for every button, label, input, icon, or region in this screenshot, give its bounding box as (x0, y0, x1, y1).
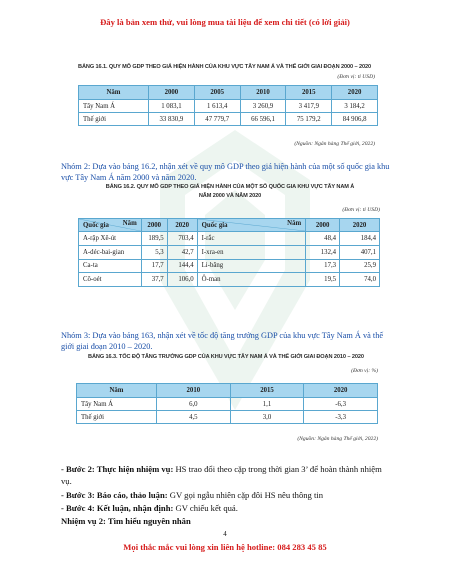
task-group-3: Nhóm 3: Dựa vào bảng 163, nhận xét về tốc độ tăng trưởng GDP của khu vực Tây Nam Á và thế giới giai đoạn 2010 – 2020. (61, 331, 384, 351)
table-cell: Ca-ta (79, 259, 142, 273)
table-cell: 3 260,9 (240, 100, 286, 113)
table-cell: 1 613,4 (194, 100, 240, 113)
table-cell: -3,3 (304, 411, 378, 424)
table-cell: 189,5 (141, 232, 167, 246)
gdp-region-table (78, 85, 378, 126)
table-cell: 42,7 (167, 245, 197, 259)
table1-source: (Nguồn: Ngân hàng Thế giới, 2022) (294, 141, 375, 147)
table1-unit: (Đơn vị: tỉ USD) (337, 74, 375, 80)
table-cell: 184,4 (340, 232, 380, 246)
table-cell: 66 596,1 (240, 113, 286, 126)
table-cell: 6,0 (157, 398, 231, 411)
table-header-cell: 2020 (167, 219, 197, 232)
table-cell: 25,9 (340, 259, 380, 273)
table2-unit: (Đơn vị: tỉ USD) (342, 207, 380, 213)
table-header-cell: 2020 (340, 219, 380, 232)
corner-country-label: Quốc gia (83, 222, 109, 229)
table-cell: -6,3 (304, 398, 378, 411)
table-cell: 37,7 (141, 273, 167, 287)
corner-year-label: Năm (122, 220, 137, 227)
table-cell: 74,0 (340, 273, 380, 287)
table-corner-cell (79, 219, 142, 232)
table1-caption: BẢNG 16.1. QUY MÔ GDP THEO GIÁ HIỆN HÀNH CỦA KHU VỰC TÂY NAM Á VÀ THẾ GIỚI GIAI ĐOẠN 2000 – 2020 (78, 64, 372, 70)
table-row (79, 100, 378, 113)
table2-caption: BẢNG 16.2. QUY MÔ GDP THEO GIÁ HIỆN HÀNH CỦA MỘT SỐ QUỐC GIA KHU VỰC TÂY NAM Á (105, 184, 355, 190)
table-cell: 75 179,2 (286, 113, 332, 126)
table-row (79, 273, 380, 287)
table-cell: 1,1 (230, 398, 304, 411)
table-cell: 106,0 (167, 273, 197, 287)
table-cell: 132,4 (306, 245, 340, 259)
table-cell: 3 417,9 (286, 100, 332, 113)
table3-source: (Nguồn: Ngân hàng Thế giới, 2022) (297, 436, 378, 442)
table-cell: 84 906,8 (332, 113, 378, 126)
step-3-text: GV gọi ngẫu nhiên cặp đôi HS nêu thông tin (167, 490, 324, 500)
table-cell: Li-băng (197, 259, 306, 273)
table-cell: 47 779,7 (194, 113, 240, 126)
table-cell: Tây Nam Á (79, 100, 149, 113)
table-row (79, 113, 378, 126)
table-header-cell: Năm (77, 384, 157, 398)
table-header-row (77, 384, 378, 398)
table-cell: A-rập Xê-út (79, 232, 142, 246)
table-cell: 3 184,2 (332, 100, 378, 113)
step-3-label: - Bước 3: Báo cáo, thảo luận: (61, 490, 168, 500)
table-cell: 3,0 (230, 411, 304, 424)
table-cell: 4,5 (157, 411, 231, 424)
table-cell: 1 083,1 (149, 100, 195, 113)
table2-caption-line2: NĂM 2000 VÀ NĂM 2020 (198, 193, 262, 199)
table-header-row (79, 86, 378, 100)
step-2-text: HS trao đổi theo cặp trong thời gian 3’ để hoàn thành nhiệm vụ. (61, 464, 382, 486)
table-header-cell: 2000 (149, 86, 195, 100)
table3-unit: (Đơn vị: %) (351, 368, 378, 374)
table-row (79, 259, 380, 273)
table-cell: 17,3 (306, 259, 340, 273)
preview-notice: Đây là bản xem thử, vui lòng mua tài liệu để xem chi tiết (có lời giải) (100, 17, 350, 27)
step-4-paragraph (61, 502, 391, 514)
hotline-notice: Mọi thắc mắc vui lòng xin liên hệ hotline: 084 283 45 85 (123, 542, 327, 552)
gdp-growth-table (76, 383, 378, 424)
table-header-cell: 2015 (230, 384, 304, 398)
table3-caption: BẢNG 16.3. TỐC ĐỘ TĂNG TRƯỞNG GDP CỦA KHU VỰC TÂY NAM Á VÀ THẾ GIỚI GIAI ĐOẠN 2010 – 2020 (88, 354, 364, 360)
step-2-paragraph (61, 463, 391, 487)
table-cell: A-déc-bai-gian (79, 245, 142, 259)
table-row (79, 245, 380, 259)
table-header-cell: 2005 (194, 86, 240, 100)
table-row (77, 398, 378, 411)
table-cell: 407,1 (340, 245, 380, 259)
table-cell: Cô-oét (79, 273, 142, 287)
task-2-heading: Nhiệm vụ 2: Tìm hiểu nguyên nhân (61, 516, 191, 526)
table-header-cell: 2010 (240, 86, 286, 100)
table-cell: 48,4 (306, 232, 340, 246)
table-header-cell: 2020 (304, 384, 378, 398)
table-cell: 5,3 (141, 245, 167, 259)
table-cell: Tây Nam Á (77, 398, 157, 411)
gdp-country-table (78, 218, 380, 287)
corner-year-label: Năm (287, 220, 302, 227)
table-row (77, 411, 378, 424)
table-cell: 144,4 (167, 259, 197, 273)
table-cell: I-rắc (197, 232, 306, 246)
table-header-cell: 2000 (141, 219, 167, 232)
table-row (79, 232, 380, 246)
table-corner-cell (197, 219, 306, 232)
table-cell: 19,5 (306, 273, 340, 287)
table-header-cell: 2000 (306, 219, 340, 232)
table-header-cell: 2020 (332, 86, 378, 100)
table-header-cell: Năm (79, 86, 149, 100)
step-2-label: - Bước 2: Thực hiện nhiệm vụ: (61, 464, 174, 474)
table-cell: 33 830,9 (149, 113, 195, 126)
table-header-cell: 2010 (157, 384, 231, 398)
table-cell: Ô-man (197, 273, 306, 287)
table-cell: Thế giới (77, 411, 157, 424)
page-number: 4 (223, 530, 227, 538)
step-4-text: GV chiếu kết quả. (173, 503, 238, 513)
table-cell: 703,4 (167, 232, 197, 246)
task-group-2: Nhóm 2: Dựa vào bảng 16.2, nhận xét về quy mô GDP theo giá hiện hành của một số quốc gia khu vực Tây Nam Á năm 2000 và năm 2020. (61, 162, 390, 182)
step-4-label: - Bước 4: Kết luận, nhận định: (61, 503, 174, 513)
table-header-cell: 2015 (286, 86, 332, 100)
corner-country-label: Quốc gia (201, 222, 228, 229)
step-3-paragraph (61, 489, 391, 501)
table-cell: I-xra-en (197, 245, 306, 259)
table-cell: Thế giới (79, 113, 149, 126)
table-cell: 17,7 (141, 259, 167, 273)
